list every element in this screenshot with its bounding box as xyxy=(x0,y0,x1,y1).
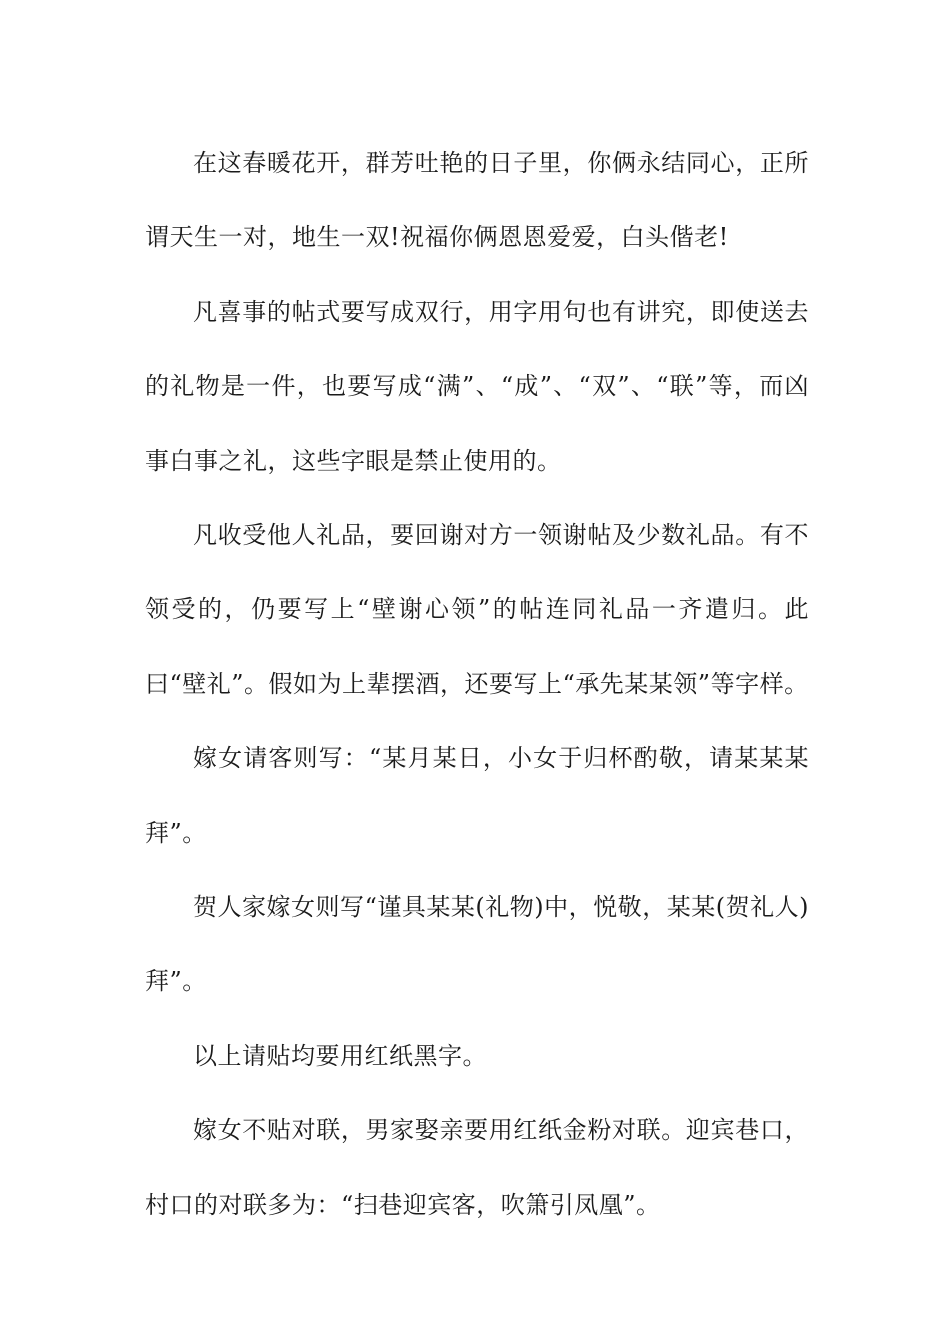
paragraph-wedding-blessing: 在这春暖花开，群芳吐艳的日子里，你俩永结同心，正所谓天生一对，地生一双!祝福你俩恩恩爱爱，白头偕老! xyxy=(145,149,809,252)
paragraph-gift-acknowledgement: 凡收受他人礼品，要回谢对方一领谢帖及少数礼品。有不领受的，仍要写上“壁谢心领”的帖连同礼品一齐遣归。此曰“壁礼”。假如为上辈摆酒，还要写上“承先某某领”等字样。 xyxy=(145,521,809,698)
paragraph-red-paper-rule: 以上请贴均要用红纸黑字。 xyxy=(193,1041,487,1070)
paragraph-congratulation-card: 贺人家嫁女则写“谨具某某(礼物)中，悦敬，某某(贺礼人)拜”。 xyxy=(145,893,809,996)
paragraph-daughter-wedding-invitation: 嫁女请客则写：“某月某日，小女于归杯酌敬，请某某某拜”。 xyxy=(145,744,809,847)
paragraph-happy-event-card-format: 凡喜事的帖式要写成双行，用字用句也有讲究，即使送去的礼物是一件，也要写成“满”、“成”、“双”、“联”等，而凶事白事之礼，这些字眼是禁止使用的。 xyxy=(145,297,809,475)
document-body xyxy=(145,126,809,1242)
paragraph-couplets: 嫁女不贴对联，男家娶亲要用红纸金粉对联。迎宾巷口，村口的对联多为：“扫巷迎宾客，吹箫引凤凰”。 xyxy=(145,1116,809,1219)
